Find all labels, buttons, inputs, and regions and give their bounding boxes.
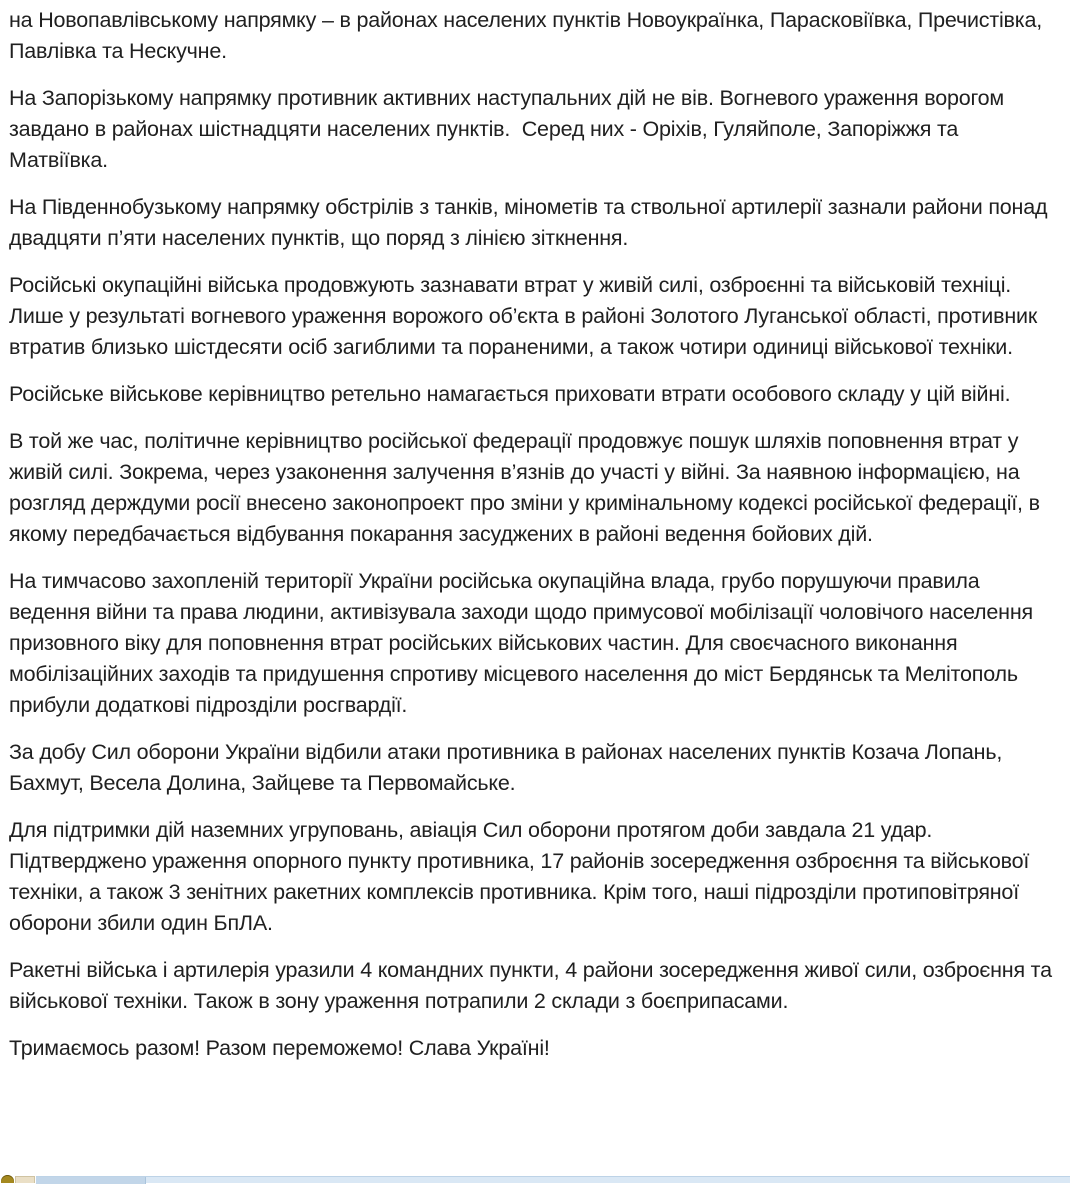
gold-emblem-icon <box>1 1175 14 1183</box>
paragraph-occupied-territory: На тимчасово захопленій території України російська окупаційна влада, грубо порушуючи правила ведення війни та права людини, активізувала заходи щодо примусової мобілізації чоловічого населення призовного віку для поповнення втрат російських військових частин. Для своєчасного виконання мобілізаційних заходів та придушення спротиву місцевого населення до міст Бердянськ та Мелітополь прибули додаткові підрозділи росгвардії. <box>9 566 1055 721</box>
paragraph-political-leadership: В той же час, політичне керівництво російської федерації продовжує пошук шляхів поповнення втрат у живій силі. Зокрема, через узаконення залучення в’язнів до участі у війні. За наявною інформацією, на розгляд держдуми росії внесено законопроект про зміни у кримінальному кодексі російської федерації, в якому передбачається відбування покарання засуджених в районі ведення бойових дій. <box>9 426 1055 550</box>
paragraph-hiding-losses: Російське військове керівництво ретельно намагається приховати втрати особового складу у цій війні. <box>9 379 1055 410</box>
paragraph-aviation-strikes: Для підтримки дій наземних угруповань, авіація Сил оборони протягом доби завдала 21 удар. Підтверджено ураження опорного пункту противника, 17 районів зосередження озброєння та військової техніки, а також 3 зенітних ракетних комплексів противника. Крім того, наші підрозділи протиповітряної оборони збили один БпЛА. <box>9 815 1055 939</box>
paragraph-pivdennobuzkyi: На Південнобузькому напрямку обстрілів з танків, мінометів та ствольної артилерії зазнали райони понад двадцяти п’яти населених пунктів, що поряд з лінією зіткнення. <box>9 192 1055 254</box>
paragraph-repelled-attacks: За добу Сил оборони України відбили атаки противника в районах населених пунктів Козача Лопань, Бахмут, Весела Долина, Зайцеве та Первомайське. <box>9 737 1055 799</box>
horizontal-scrollbar[interactable] <box>36 1176 1070 1183</box>
paragraph-zaporizkyi: На Запорізькому напрямку противник активних наступальних дій не вів. Вогневого ураження ворогом завдано в районах шістнадцяти населених пунктів. Серед них - Оріхів, Гуляйполе, Запоріжжя та Матвіївка. <box>9 83 1055 176</box>
paragraph-novopavlivskyi: на Новопавлівському напрямку – в районах населених пунктів Новоукраїнка, Парасковіївка, Пречистівка, Павлівка та Нескучне. <box>9 5 1055 67</box>
paragraph-slogan: Тримаємось разом! Разом переможемо! Слава Україні! <box>9 1033 1055 1064</box>
paragraph-missile-artillery: Ракетні війська і артилерія уразили 4 командних пункти, 4 райони зосередження живої сили, озброєння та військової техніки. Також в зону ураження потрапили 2 склади з боєприпасами. <box>9 955 1055 1017</box>
corner-block <box>15 1176 35 1183</box>
bottom-edge-strip <box>0 1175 1070 1183</box>
paragraph-enemy-losses: Російські окупаційні війська продовжують зазнавати втрат у живій силі, озброєнні та військовій техніці. Лише у результаті вогневого ураження ворожого об’єкта в районі Золотого Луганської області, противник втратив близько шістдесяти осіб загиблими та пораненими, а також чотири одиниці військової техніки. <box>9 270 1055 363</box>
